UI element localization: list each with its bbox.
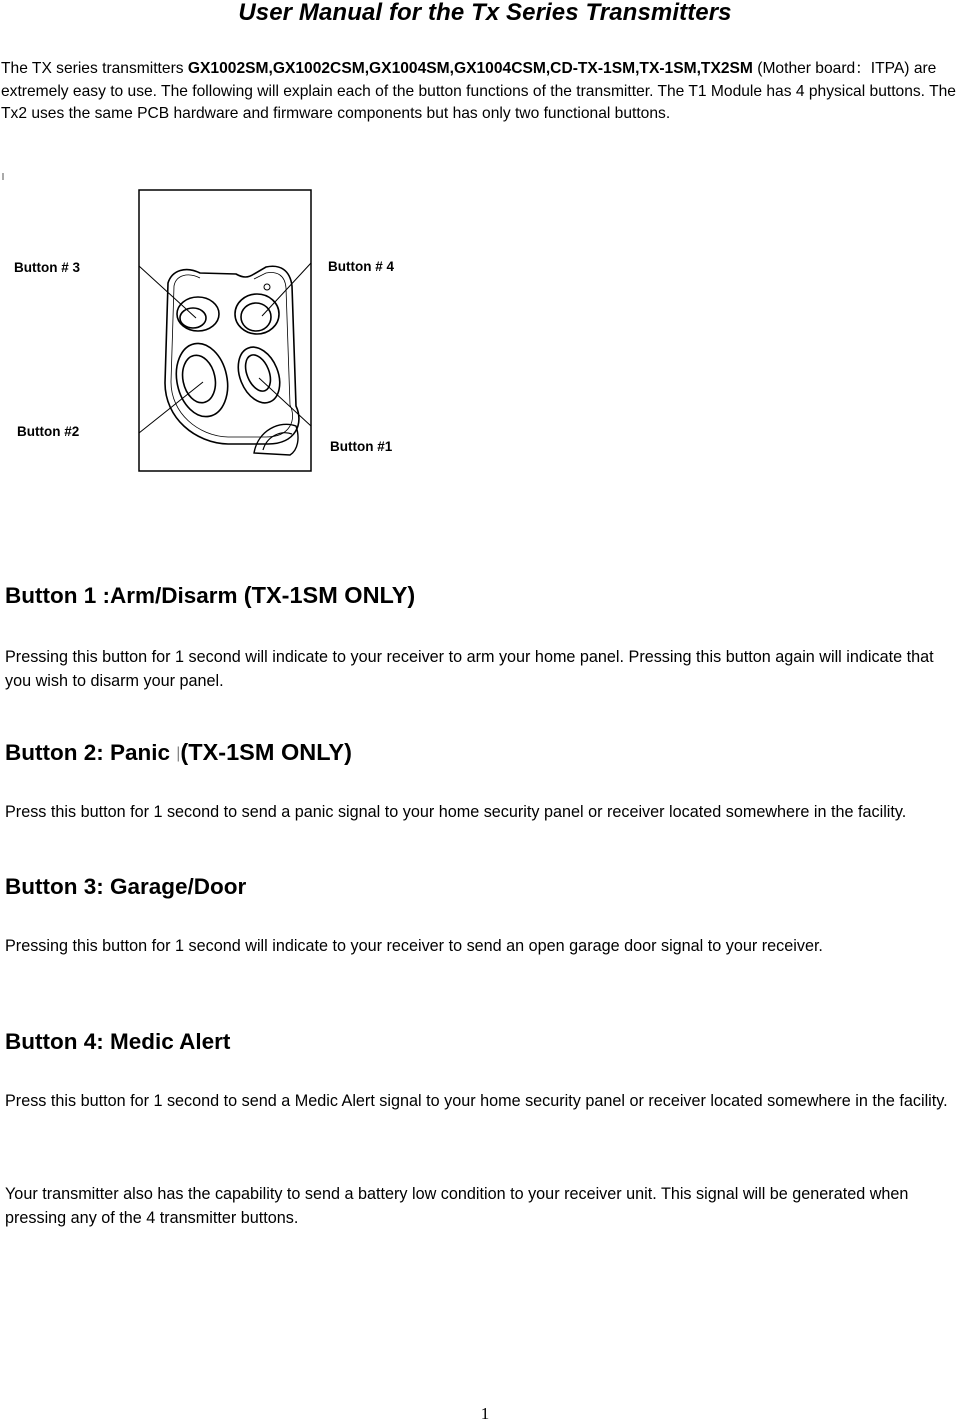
- heading-button-2-suffix: (TX-1SM ONLY): [180, 739, 352, 765]
- heading-button-1: [5, 582, 415, 609]
- heading-button-2: [5, 739, 352, 766]
- body-button-1: Pressing this button for 1 second will indicate to your receiver to arm your home panel. Pressing this button again will indicate that you wish to disarm your panel.: [5, 648, 934, 690]
- intro-model-list: GX1002SM,GX1002CSM,GX1004SM,GX1004CSM,CD-TX-1SM,TX-1SM,TX2SM: [187, 60, 753, 77]
- body-button-3: Pressing this button for 1 second will indicate to your receiver to send an open garage door signal to your receiver.: [5, 937, 823, 955]
- closing-paragraph: Your transmitter also has the capability to send a battery low condition to your receiver unit. This signal will be generated when pressing any of the 4 transmitter buttons.: [5, 1185, 909, 1227]
- label-button-2: Button #2: [17, 424, 80, 439]
- intro-rest: (Mother board：ITPA) are extremely easy to use. The following will explain each of the button functions of the transmitter. The T1 Module has 4 physical buttons. The Tx2 uses the same PCB hardware and firmware components but has only two functional buttons.: [1, 60, 956, 122]
- heading-separator-mark: |: [176, 745, 181, 763]
- heading-button-2-text: Button 2: Panic: [5, 740, 177, 765]
- transmitter-diagram: [0, 168, 440, 478]
- intro-paragraph: [1, 58, 969, 126]
- page-number: 1: [480, 1404, 490, 1423]
- intro-lead: The TX series transmitters: [1, 60, 188, 77]
- document-title: User Manual for the Tx Series Transmitters: [238, 0, 732, 26]
- label-button-3: Button # 3: [14, 260, 80, 275]
- heading-button-1-suffix: (TX-1SM ONLY): [243, 582, 416, 608]
- label-button-4: Button # 4: [328, 259, 394, 274]
- transmitter-diagram-svg: [0, 168, 440, 478]
- heading-button-3: Button 3: Garage/Door: [5, 874, 247, 899]
- heading-button-1-text: Button 1 :Arm/Disarm: [5, 583, 244, 608]
- body-button-4: Press this button for 1 second to send a Medic Alert signal to your home security panel or receiver located somewhere in the facility.: [5, 1092, 948, 1110]
- label-button-1: Button #1: [330, 439, 393, 454]
- heading-button-4: Button 4: Medic Alert: [5, 1029, 231, 1054]
- body-button-2: Press this button for 1 second to send a panic signal to your home security panel or receiver located somewhere in the facility.: [5, 803, 907, 821]
